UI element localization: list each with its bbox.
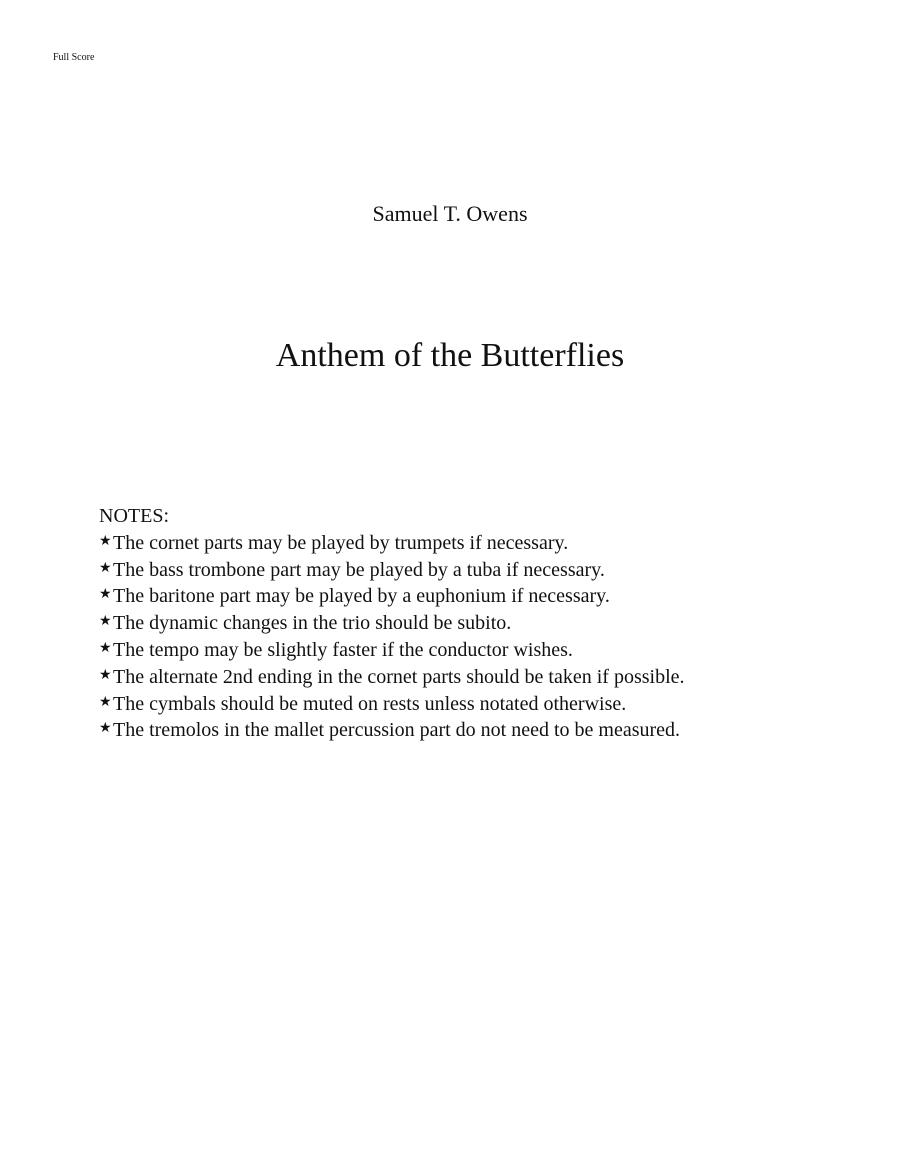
note-text: The tremolos in the mallet percussion part do not need to be measured. [113,719,681,742]
notes-list [99,530,879,744]
star-icon: ★ [99,614,112,630]
note-text: The dynamic changes in the trio should be subito. [113,612,512,635]
note-item [99,610,879,637]
note-item [99,557,879,584]
note-text: The cymbals should be muted on rests unless notated otherwise. [113,692,627,715]
note-text: The alternate 2nd ending in the cornet parts should be taken if possible. [113,665,685,688]
star-icon: ★ [99,667,112,683]
star-icon: ★ [99,560,112,576]
note-item [99,583,879,610]
star-icon: ★ [99,587,112,603]
note-item [99,637,879,664]
note-text: The tempo may be slightly faster if the conductor wishes. [113,638,573,661]
star-icon: ★ [99,694,112,710]
note-item [99,664,879,691]
note-text: The cornet parts may be played by trumpets if necessary. [113,531,569,554]
composer-name: Samuel T. Owens [372,201,528,226]
note-text: The bass trombone part may be played by a tuba if necessary. [113,558,605,581]
star-icon: ★ [99,533,112,549]
note-item [99,530,879,557]
star-icon: ★ [99,721,112,737]
note-item [99,691,879,718]
piece-title: Anthem of the Butterflies [275,337,625,374]
notes-section [99,503,879,744]
star-icon: ★ [99,640,112,656]
notes-heading: NOTES: [99,505,169,527]
score-type-label: Full Score [53,52,95,63]
note-text: The baritone part may be played by a euphonium if necessary. [113,585,610,608]
note-item [99,717,879,744]
